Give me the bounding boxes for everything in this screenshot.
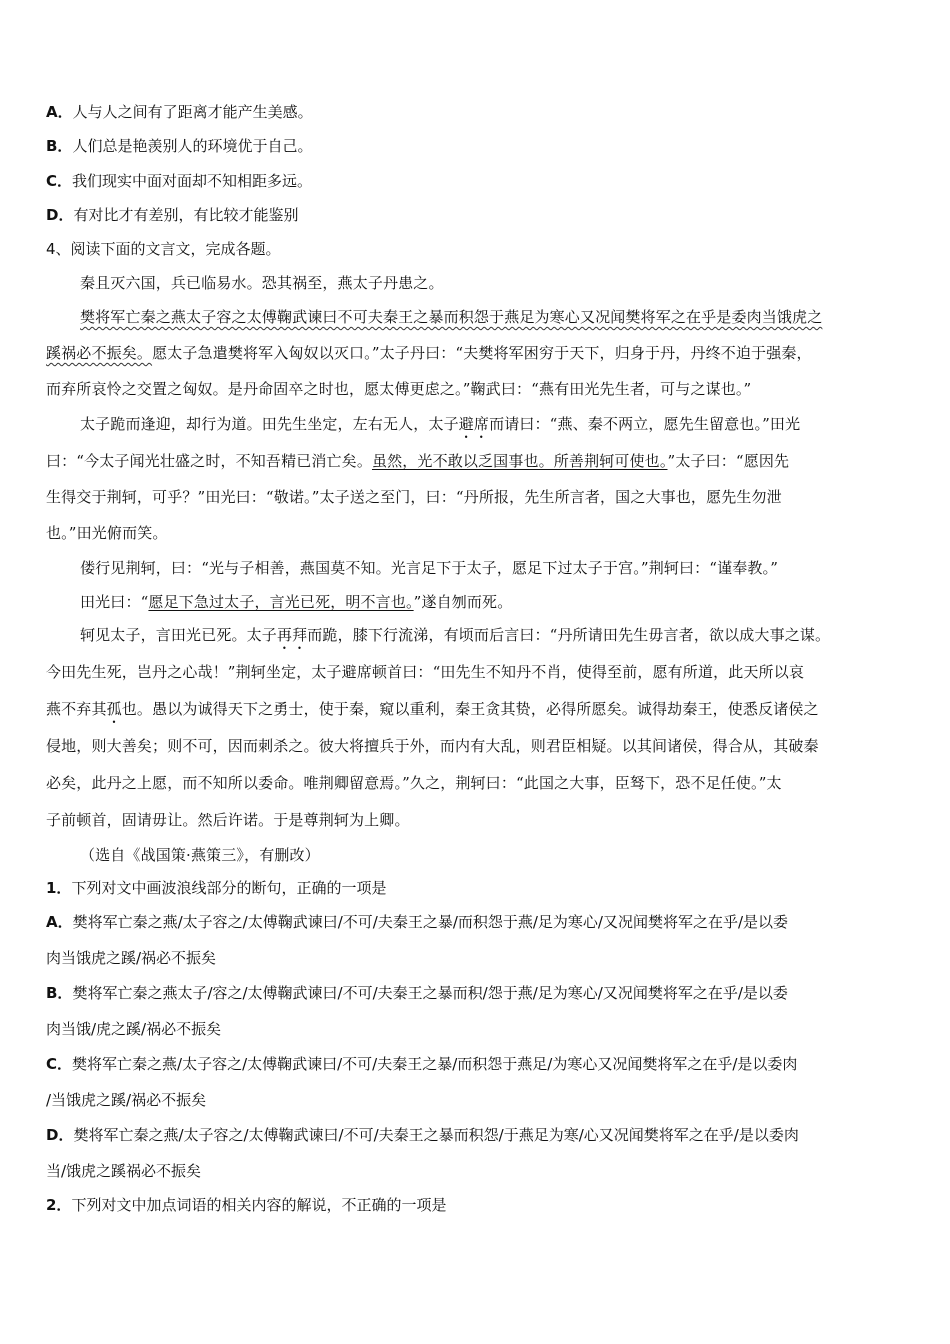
underlined-sentence: 愿足下急过太子，言光已死，明不言也。: [148, 593, 414, 611]
option-label: C．: [46, 172, 73, 190]
option-label: D．: [46, 1126, 74, 1144]
question-1-stem: 1．下列对文中画波浪线部分的断句，正确的一项是: [46, 879, 387, 897]
q1-option-a-line-2: 肉当饿虎之蹊/祸必不振矣: [46, 949, 217, 967]
question-number: 2．: [46, 1196, 72, 1214]
option-label: A．: [46, 913, 73, 931]
option-a-prev: [46, 101, 313, 123]
q1-option-c-line-1: C．樊将军亡秦之燕/太子容之/太傅鞠武谏曰/不可/夫秦王之暴/而积怨于燕足/为寒心又况闻樊将军之在乎/是以委肉: [46, 1055, 798, 1073]
option-label: D．: [46, 206, 74, 224]
option-label: B．: [46, 984, 73, 1002]
option-d-prev: [46, 204, 298, 226]
option-label: C．: [46, 1055, 73, 1073]
passage-paragraph-1: 秦且灭六国，兵已临易水。恐其祸至，燕太子丹患之。: [80, 274, 444, 292]
passage-paragraph-5-line-2: 今田先生死，岂丹之心哉！”荆轲坐定，太子避席顿首曰：“田先生不知丹不肖，使得至前，愿有所道，此天所以哀: [46, 663, 804, 681]
question-4-title: 4、阅读下面的文言文，完成各题。: [46, 240, 281, 258]
option-text: 人与人之间有了距离才能产生美感。: [72, 103, 313, 121]
passage-paragraph-5-line-4: 侵地，则大善矣；则不可，因而刺杀之。彼大将擅兵于外，而内有大乱，则君臣相疑。以其间诸侯，得合从，其破秦: [46, 737, 819, 755]
passage-paragraph-4-line-2: 田光曰：“愿足下急过太子，言光已死，明不言也。”遂自刎而死。: [80, 593, 513, 611]
passage-paragraph-3-line-4: 也。”田光俯而笑。: [46, 524, 168, 542]
passage-paragraph-2-line-1: [80, 306, 822, 328]
passage-paragraph-5-line-3: 燕不弃其孤也。愚以为诚得天下之勇士，使于秦，窥以重利，秦王贪其贽，必得所愿矣。诚得劫秦王，使悉反诸侯之: [46, 700, 819, 718]
passage-paragraph-3-line-1: 太子跪而逢迎，却行为道。田先生坐定，左右无人，太子避席而请曰：“燕、秦不两立，愿先生留意也。”田光: [80, 415, 801, 433]
passage-paragraph-3-line-2: 曰：“今太子闻光壮盛之时，不知吾精已消亡矣。虽然，光不敢以乏国事也。所善荆轲可使也。”太子曰：“愿因先: [46, 452, 790, 470]
q1-option-b-line-2: 肉当饿/虎之蹊/祸必不振矣: [46, 1020, 222, 1038]
question-2-stem: 2．下列对文中加点词语的相关内容的解说，不正确的一项是: [46, 1196, 447, 1214]
q1-option-b-line-1: B．樊将军亡秦之燕太子/容之/太傅鞠武谏曰/不可/夫秦王之暴而积/怨于燕/足为寒心/又况闻樊将军之在乎/是以委: [46, 984, 788, 1002]
wavy-underlined-text: 樊将军亡秦之燕太子容之太傅鞠武谏曰不可夫秦王之暴而积怨于燕足为寒心又况闻樊将军之在乎是委肉当饿虎之: [80, 308, 823, 326]
passage-paragraph-5-line-6: 子前顿首，固请毋让。然后许诺。于是尊荆轲为上卿。: [46, 811, 410, 829]
dotted-word: 孤: [106, 700, 122, 718]
passage-paragraph-5-line-1: 轲见太子，言田光已死。太子再拜而跪，膝下行流涕，有顷而后言曰：“丹所请田先生毋言者，欲以成大事之谋。: [80, 626, 831, 644]
option-label: A．: [46, 103, 73, 121]
wavy-underlined-text: 蹊祸必不振矣。: [46, 344, 153, 362]
q1-option-a-line-1: A．樊将军亡秦之燕/太子容之/太傅鞠武谏曰/不可/夫秦王之暴/而积怨于燕/足为寒心/又况闻樊将军之在乎/是以委: [46, 913, 789, 931]
q1-option-c-line-2: /当饿虎之蹊/祸必不振矣: [46, 1091, 207, 1109]
passage-paragraph-2-line-3: 而弃所哀怜之交置之匈奴。是丹命固卒之时也，愿太傅更虑之。”鞠武曰：“燕有田光先生者，可与之谋也。”: [46, 380, 752, 398]
passage-paragraph-2-line-2: 蹊祸必不振矣。愿太子急遣樊将军入匈奴以灭口。”太子丹曰：“夫樊将军困穷于天下，归身于丹，丹终不迫于强秦，: [46, 344, 812, 362]
passage-source: （选自《战国策·燕策三》，有删改）: [80, 846, 320, 864]
question-number: 1．: [46, 879, 72, 897]
option-text: 有对比才有差别，有比较才能鉴别: [73, 206, 299, 224]
option-text: 我们现实中面对面却不知相距多远。: [72, 172, 313, 190]
option-text: 人们总是艳羡别人的环境优于自己。: [72, 137, 313, 155]
q1-option-d-line-2: 当/饿虎之蹊祸必不振矣: [46, 1162, 202, 1180]
dotted-word: 避席: [458, 415, 490, 433]
underlined-sentence: 虽然，光不敢以乏国事也。所善荆轲可使也。: [371, 452, 668, 470]
passage-paragraph-5-line-5: 必矣，此丹之上愿，而不知所以委命。唯荆卿留意焉。”久之，荆轲曰：“此国之大事，臣驽下，恐不足任使。”太: [46, 774, 782, 792]
dotted-word: 再拜: [276, 626, 308, 644]
option-label: B．: [46, 137, 73, 155]
option-b-prev: [46, 135, 312, 157]
q1-option-d-line-1: D．樊将军亡秦之燕/太子容之/太傅鞠武谏曰/不可/夫秦王之暴而积怨/于燕足为寒/心又况闻樊将军之在乎/是以委肉: [46, 1126, 799, 1144]
passage-paragraph-4-line-1: 偻行见荆轲，曰：“光与子相善，燕国莫不知。光言足下于太子，愿足下过太子于宫。”荆轲曰：“谨奉教。”: [80, 559, 779, 577]
passage-paragraph-3-line-3: 生得交于荆轲，可乎？”田光曰：“敬诺。”太子送之至门，曰：“丹所报，先生所言者，国之大事也，愿先生勿泄: [46, 488, 782, 506]
option-c-prev: [46, 170, 312, 192]
